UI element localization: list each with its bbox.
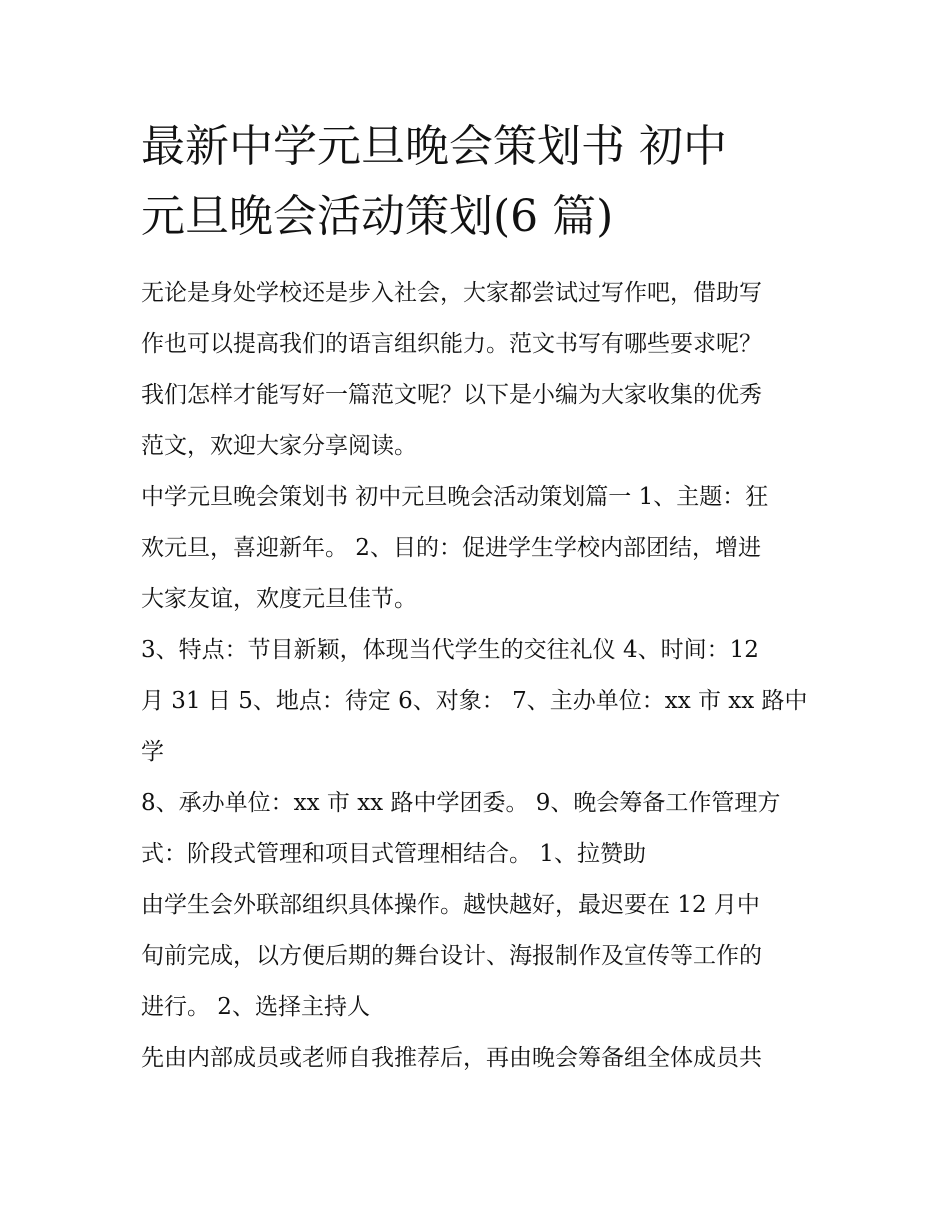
paragraph-line: 大家友谊，欢度元旦佳节。 — [141, 586, 417, 612]
paragraph-line: 无论是身处学校还是步入社会，大家都尝试过写作吧，借助写 — [141, 280, 762, 306]
paragraph-line: 由学生会外联部组织具体操作。越快越好，最迟要在 12 月中 — [141, 892, 760, 918]
paragraph-line: 旬前完成，以方便后期的舞台设计、海报制作及宣传等工作的 — [141, 943, 762, 969]
document-title — [141, 112, 821, 252]
paragraph-line: 先由内部成员或老师自我推荐后，再由晚会筹备组全体成员共 — [141, 1045, 762, 1071]
paragraph-line: 式：阶段式管理和项目式管理相结合。 1、拉赞助 — [141, 841, 646, 867]
paragraph-line: 学 — [141, 739, 164, 765]
title-line: 元旦晚会活动策划(6 篇) — [141, 191, 614, 242]
paragraph-features — [141, 625, 821, 778]
paragraph-line: 8、承办单位：xx 市 xx 路中学团委。 9、晚会筹备工作管理方 — [141, 790, 781, 816]
paragraph-line: 月 31 日 5、地点：待定 6、对象： 7、主办单位：xx 市 xx 路中 — [141, 688, 808, 714]
paragraph-line: 进行。 2、选择主持人 — [141, 994, 370, 1020]
paragraph-intro — [141, 268, 821, 472]
paragraph-theme — [141, 472, 821, 625]
document-content — [141, 112, 821, 1084]
paragraph-sponsorship — [141, 880, 821, 1033]
paragraph-host-selection — [141, 1033, 821, 1084]
paragraph-line: 范文，欢迎大家分享阅读。 — [141, 433, 417, 459]
title-line: 最新中学元旦晚会策划书 初中 — [141, 121, 727, 172]
paragraph-organizer — [141, 778, 821, 880]
paragraph-line: 中学元旦晚会策划书 初中元旦晚会活动策划篇一 1、主题：狂 — [141, 484, 769, 510]
paragraph-line: 3、特点：节目新颖，体现当代学生的交往礼仪 4、时间：12 — [141, 637, 759, 663]
paragraph-line: 欢元旦，喜迎新年。 2、目的：促进学生学校内部团结，增进 — [141, 535, 761, 561]
paragraph-line: 我们怎样才能写好一篇范文呢？以下是小编为大家收集的优秀 — [141, 382, 762, 408]
paragraph-line: 作也可以提高我们的语言组织能力。范文书写有哪些要求呢？ — [141, 331, 762, 357]
